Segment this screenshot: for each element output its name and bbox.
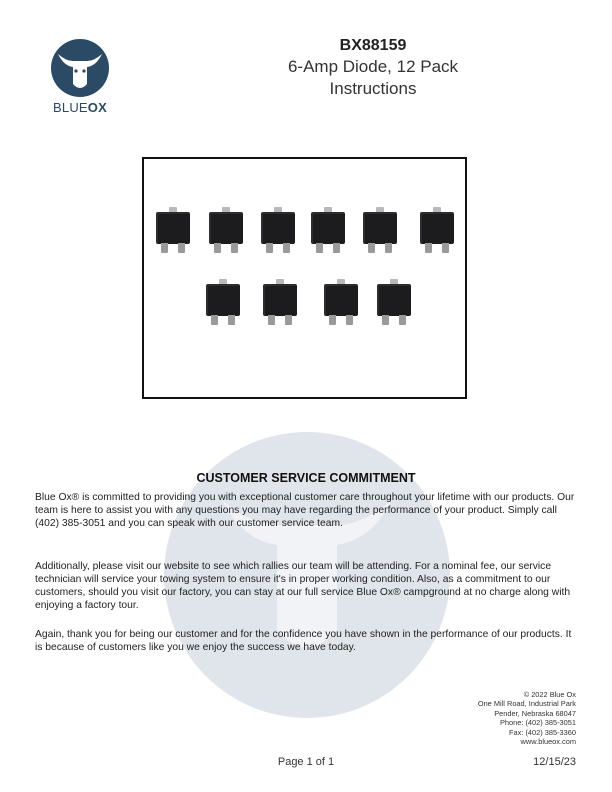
logo-wordmark: BLUEOX [53, 100, 107, 115]
diode-4 [311, 207, 345, 255]
diode-8 [263, 279, 297, 327]
commitment-paragraph-3: Again, thank you for being our customer and for the confidence you have shown in the performance of our products. It is because of customers like you we enjoy the success we have today. [35, 629, 572, 653]
phone-number: Phone: (402) 385-3051 [499, 718, 576, 728]
brand-logo [46, 38, 114, 118]
diode-6 [420, 207, 454, 255]
product-name: 6-Amp Diode, 12 Pack [287, 57, 459, 76]
bull-head-icon [46, 38, 114, 100]
company-address [478, 690, 576, 746]
commitment-paragraph-2: Additionally, please visit our website to see which rallies our team will be attending. For a nominal fee, our service technician will service your towing system to ensure it's in proper working condition. Also, as a commitment to our customers, should you visit our factory, you can stay at our full service Blue Ox® campground at no charge along with enjoying a factory tour. [35, 561, 571, 611]
diode-1 [156, 207, 190, 255]
product-sku: BX88159 [339, 37, 407, 54]
copyright: © 2022 Blue Ox [523, 690, 576, 699]
product-photo [142, 157, 467, 399]
city-state-zip: Pender, Nebraska 68047 [494, 708, 576, 718]
diode-5 [363, 207, 397, 255]
diode-10 [377, 279, 411, 327]
page-number: Page 1 of 1 [277, 756, 335, 768]
document-date: 12/15/23 [533, 756, 576, 768]
diode-3 [261, 207, 295, 255]
diode-2 [209, 207, 243, 255]
street-address: One Mill Road, Industrial Park [477, 699, 576, 709]
commitment-paragraph-1: Blue Ox® is committed to providing you with exceptional customer care throughout your lifetime with our products. Our team is here to assist you with any questions you may have regarding the performance of your product. Simply call (402) 385-3051 and you can speak with our customer service team. [35, 492, 575, 529]
fax-number: Fax: (402) 385-3360 [509, 727, 576, 737]
diode-7 [206, 279, 240, 327]
document-title [250, 36, 496, 100]
diode-9 [324, 279, 358, 327]
website-link[interactable]: www.blueox.com [520, 737, 576, 747]
document-type: Instructions [329, 79, 417, 98]
customer-service-heading: CUSTOMER SERVICE COMMITMENT [196, 471, 416, 485]
